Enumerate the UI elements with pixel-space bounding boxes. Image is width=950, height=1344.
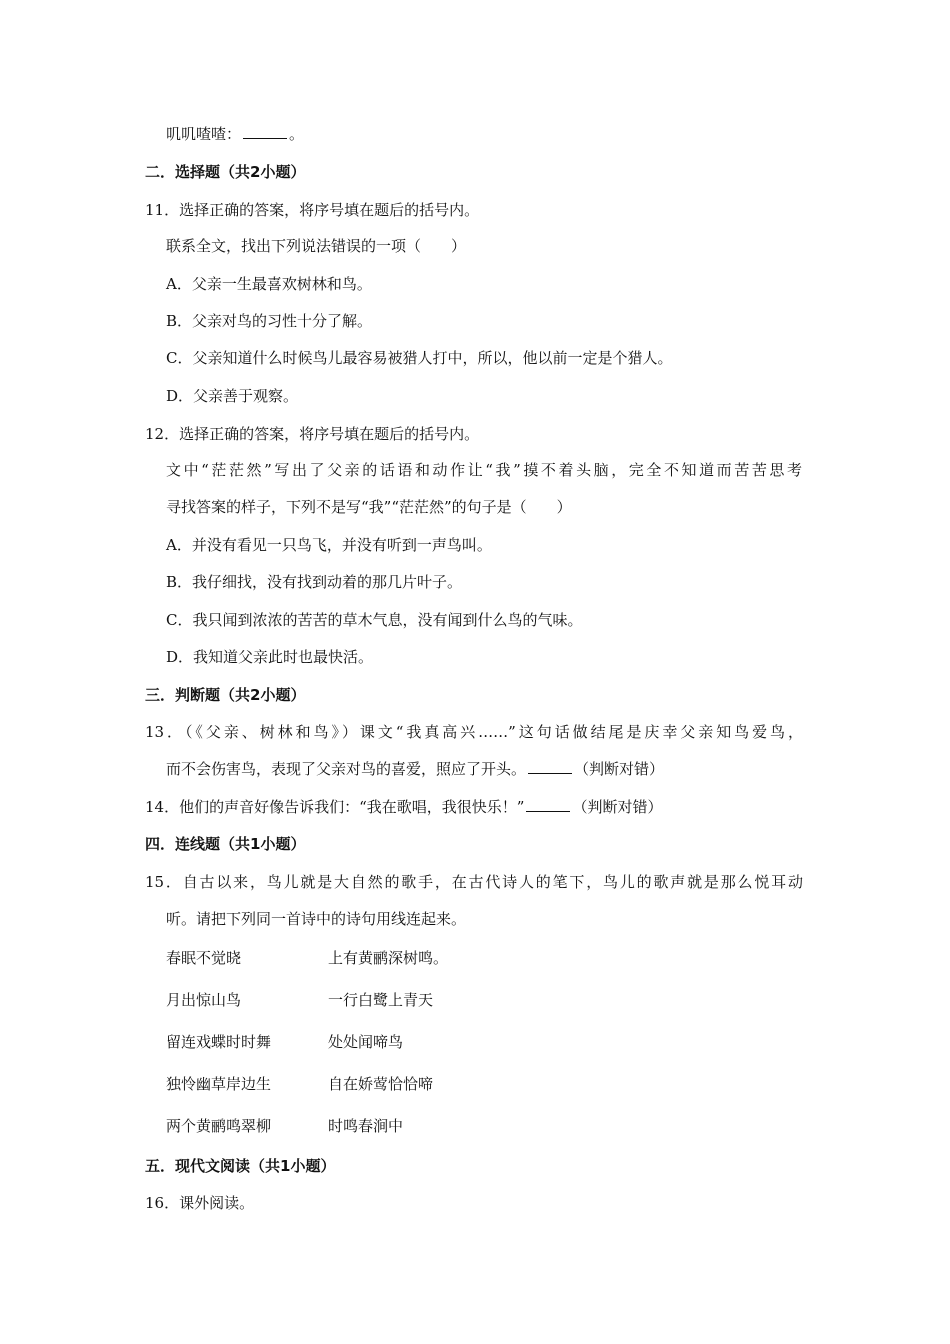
q13-line2 (166, 759, 664, 779)
q11-option-a[interactable]: A．父亲一生最喜欢树林和鸟。 (166, 275, 372, 293)
answer-blank[interactable] (528, 759, 572, 774)
right-verse[interactable]: 自在娇莺恰恰啼 (328, 1075, 434, 1093)
q11-option-b[interactable]: B．父亲对鸟的习性十分了解。 (166, 312, 373, 330)
q12-option-d[interactable]: D．我知道父亲此时也最快活。 (166, 648, 374, 666)
left-verse[interactable]: 独怜幽草岸边生 (166, 1075, 272, 1093)
q16-text: 16．课外阅读。 (145, 1194, 255, 1212)
q12-option-c[interactable]: C．我只闻到浓浓的苦苦的草木气息，没有闻到什么鸟的气味。 (166, 611, 583, 629)
q15-line2: 听。请把下列同一首诗中的诗句用线连起来。 (166, 910, 467, 928)
section-2-heading: 二．选择题（共2小题） (145, 163, 306, 181)
right-verse[interactable]: 时鸣春涧中 (328, 1117, 404, 1135)
q10-tail-line (166, 124, 304, 144)
left-verse[interactable]: 两个黄鹂鸣翠柳 (166, 1117, 272, 1135)
q12-prompt-line2: 寻找答案的样子，下列不是写“我”“茫茫然”的句子是（ ） (166, 498, 572, 516)
q14-suffix: （判断对错） (572, 798, 663, 816)
section-3-heading: 三．判断题（共2小题） (145, 686, 306, 704)
answer-blank[interactable] (243, 124, 287, 139)
q12-option-b[interactable]: B．我仔细找，没有找到动着的那几片叶子。 (166, 573, 463, 591)
q13-line1: 13．（《父亲、树林和鸟》）课文“我真高兴……”这句话做结尾是庆幸父亲知鸟爱鸟， (145, 723, 803, 741)
right-verse[interactable]: 处处闻啼鸟 (328, 1033, 404, 1051)
q11-stem: 11．选择正确的答案，将序号填在题后的括号内。 (145, 201, 480, 219)
left-verse[interactable]: 留连戏蝶时时舞 (166, 1033, 272, 1051)
q11-prompt: 联系全文，找出下列说法错误的一项（ ） (166, 237, 467, 255)
q10-tail-end: 。 (289, 125, 305, 143)
q12-stem: 12．选择正确的答案，将序号填在题后的括号内。 (145, 425, 480, 443)
right-verse[interactable]: 一行白鹭上青天 (328, 991, 434, 1009)
q10-tail-label: 叽叽喳喳： (166, 125, 242, 143)
section-4-heading: 四．连线题（共1小题） (145, 835, 306, 853)
q11-option-d[interactable]: D．父亲善于观察。 (166, 387, 299, 405)
section-5-heading: 五．现代文阅读（共1小题） (145, 1157, 336, 1175)
q13-suffix: （判断对错） (574, 760, 665, 778)
left-verse[interactable]: 春眠不觉晓 (166, 949, 242, 967)
q14-line (145, 797, 662, 817)
q12-option-a[interactable]: A．并没有看见一只鸟飞，并没有听到一声鸟叫。 (166, 536, 492, 554)
q12-prompt-line1: 文中“茫茫然”写出了父亲的话语和动作让“我”摸不着头脑，完全不知道而苦苦思考 (166, 461, 802, 479)
q15-line1: 15．自古以来，鸟儿就是大自然的歌手，在古代诗人的笔下，鸟儿的歌声就是那么悦耳动 (145, 873, 803, 891)
q14-text: 14．他们的声音好像告诉我们：“我在歌唱，我很快乐！” (145, 798, 525, 816)
left-verse[interactable]: 月出惊山鸟 (166, 991, 242, 1009)
right-verse[interactable]: 上有黄鹂深树鸣。 (328, 949, 449, 967)
q11-option-c[interactable]: C．父亲知道什么时候鸟儿最容易被猎人打中，所以，他以前一定是个猎人。 (166, 349, 673, 367)
answer-blank[interactable] (526, 797, 570, 812)
q13-line2-text: 而不会伤害鸟，表现了父亲对鸟的喜爱，照应了开头。 (166, 760, 527, 778)
